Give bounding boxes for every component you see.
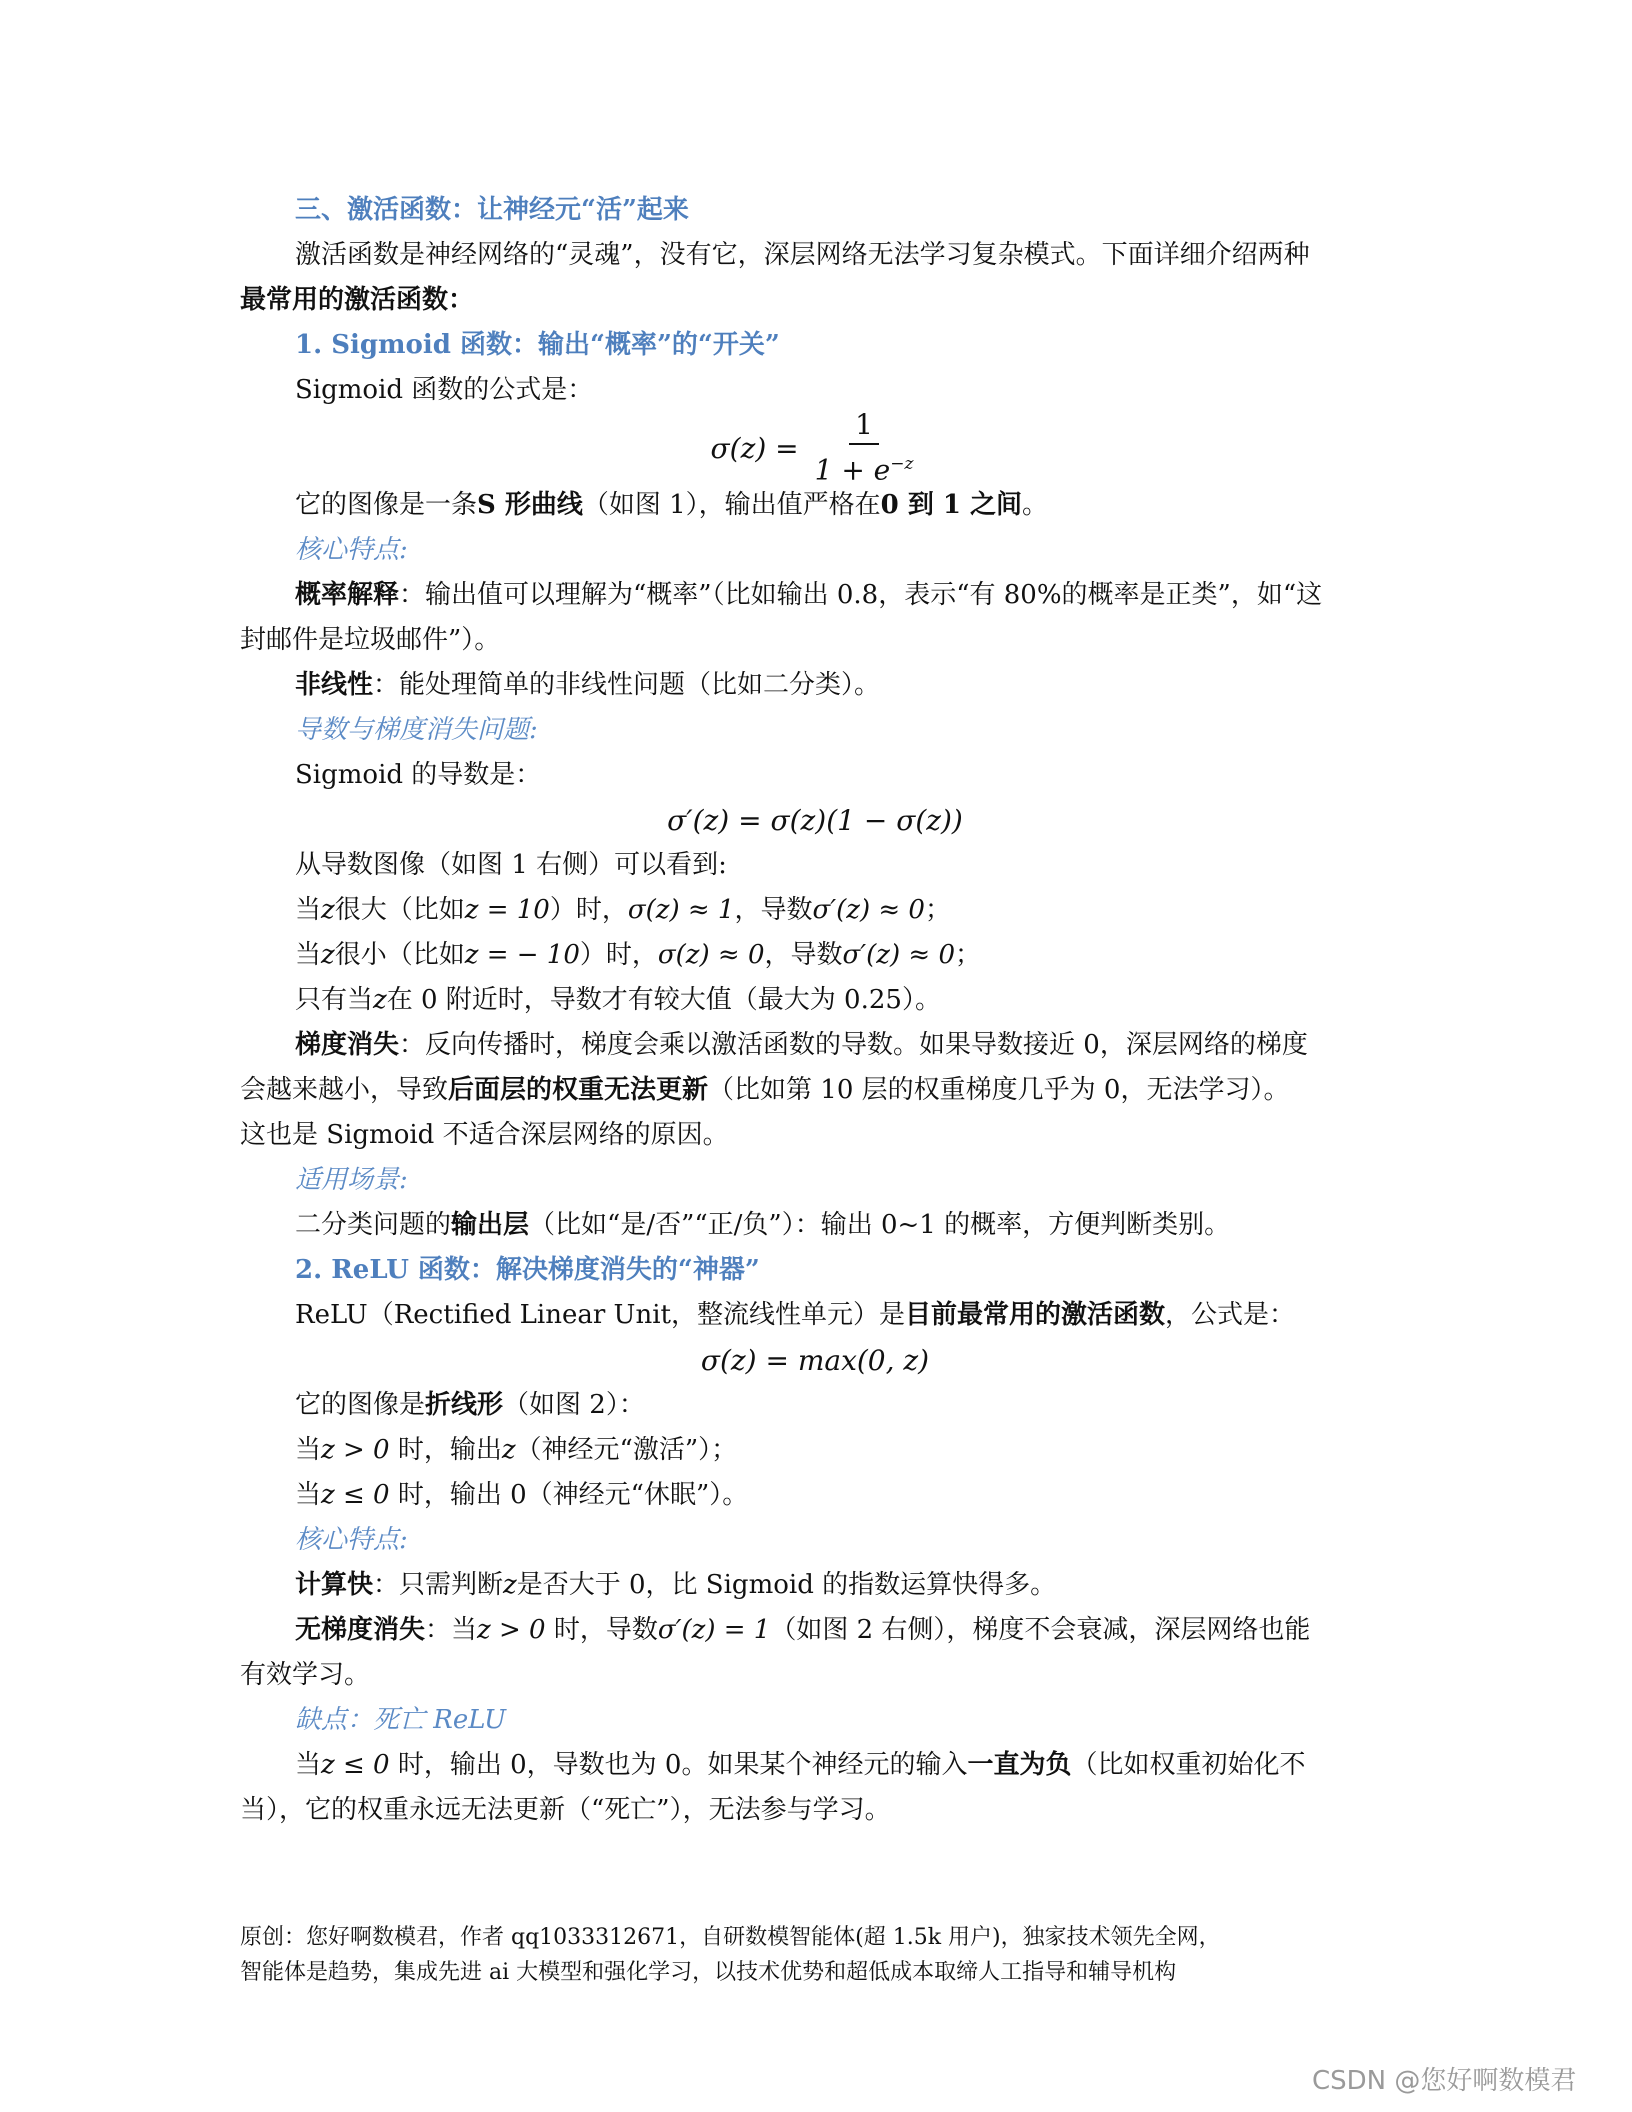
footer-line-1: 原创：您好啊数模君，作者 qq1033312671，自研数模智能体(超 1.5k 用户)，独家技术领先全网，: [240, 1925, 1221, 1950]
text: ：能处理简单的非线性问题（比如二分类）。: [373, 670, 881, 700]
text: ReLU（Rectified Linear Unit，整流线性单元）是: [295, 1300, 905, 1330]
text: ）时，: [549, 895, 628, 925]
sigmoid-prob-item: [240, 573, 1390, 618]
sigmoid-deriv-formula: σ′(z) = σ(z)(1 − σ(z)): [667, 804, 963, 837]
text: （神经元“激活”）；: [515, 1435, 738, 1465]
text: 时，导数: [545, 1615, 658, 1645]
text: 当: [295, 1750, 322, 1780]
relu-formula: σ(z) = max(0, z): [700, 1344, 930, 1377]
text: （如图 1），输出值严格在: [582, 490, 881, 520]
intro-line-2: 最常用的激活函数：: [240, 285, 475, 315]
text: 会越来越小，导致: [240, 1075, 449, 1105]
text: ，导数: [734, 895, 813, 925]
sigmoid-vanish-item: [240, 1023, 1390, 1068]
sigmoid-denominator-exp: −z: [890, 453, 914, 474]
text: ，导数: [764, 940, 843, 970]
sigmoid-vanish-item-cont: [240, 1068, 1390, 1113]
text: （比如“是/否”“正/负”）：输出 0~1 的概率，方便判断类别。: [529, 1210, 1231, 1240]
sigmoid-deriv-graph: 从导数图像（如图 1 右侧）可以看到:: [295, 850, 727, 880]
text: ：输出值可以理解为“概率”（比如输出 0.8，表示“有 80%的概率是正类”，如“这: [399, 580, 1323, 610]
relu-novanish-item: [240, 1608, 1390, 1653]
sigmoid-denominator: [809, 445, 920, 487]
sigmoid-heading: 1. Sigmoid 函数：输出“概率”的“开关”: [295, 330, 780, 360]
bold-text: 非线性: [295, 670, 374, 700]
sigmoid-case-zero: [240, 978, 1390, 1023]
text: 时，输出 0，导数也为 0。如果某个神经元的输入: [389, 1750, 968, 1780]
text: 很小（比如: [334, 940, 465, 970]
bold-text: 无梯度消失: [295, 1615, 426, 1645]
text: 时，输出: [389, 1435, 502, 1465]
text: ：当: [425, 1615, 478, 1645]
bold-text: 一直为负: [967, 1750, 1072, 1780]
math: z ≤ 0: [321, 1480, 390, 1510]
text: 它的图像是一条: [295, 490, 478, 520]
sigmoid-case-large: [240, 888, 1390, 933]
text: （如图 2 右侧），梯度不会衰减，深层网络也能: [770, 1615, 1311, 1645]
sigmoid-deriv-intro: Sigmoid 的导数是：: [295, 760, 542, 790]
relu-fast-item: [240, 1563, 1390, 1608]
text: 二分类问题的: [295, 1210, 452, 1240]
sigmoid-use-label: 适用场景:: [295, 1165, 408, 1195]
bold-text: 梯度消失: [295, 1030, 400, 1060]
text: 在 0 附近时，导数才有较大值（最大为 0.25）。: [386, 985, 941, 1015]
text: 很大（比如: [334, 895, 465, 925]
bold-text: 目前最常用的激活函数: [904, 1300, 1165, 1330]
math: z > 0: [321, 1435, 390, 1465]
math: z ≤ 0: [321, 1750, 390, 1780]
math: z: [501, 1435, 516, 1465]
math: σ(z) ≈ 0: [657, 940, 765, 970]
sigmoid-case-small: [240, 933, 1390, 978]
intro-line-1: 激活函数是神经网络的“灵魂”，没有它，深层网络无法学习复杂模式。下面详细介绍两种: [295, 240, 1310, 270]
math: σ′(z) = 1: [657, 1615, 771, 1645]
sigmoid-core-label: 核心特点:: [295, 535, 408, 565]
relu-case-positive: [240, 1428, 1390, 1473]
text: 当: [295, 940, 322, 970]
sigmoid-deriv-label: 导数与梯度消失问题:: [295, 715, 538, 745]
sigmoid-formula: [240, 407, 1390, 487]
math: σ′(z) ≈ 0: [842, 940, 956, 970]
sigmoid-formula-lhs: σ(z) =: [710, 431, 799, 465]
math: z: [321, 895, 335, 925]
math: σ′(z) ≈ 0: [812, 895, 925, 925]
math: z > 0: [477, 1615, 546, 1645]
intro-paragraph-cont: [240, 278, 1390, 323]
text: ：只需判断: [373, 1570, 504, 1600]
text: ；: [955, 940, 982, 970]
bold-text: 0 到 1 之间: [880, 490, 1023, 520]
math: z: [373, 985, 387, 1015]
text: ：反向传播时，梯度会乘以激活函数的导数。如果导数接近 0，深层网络的梯度: [399, 1030, 1308, 1060]
csdn-watermark: CSDN @您好啊数模君: [1312, 2066, 1577, 2096]
text: 。: [1022, 490, 1049, 520]
intro-paragraph: [240, 233, 1390, 278]
text: 时，输出 0（神经元“休眠”）。: [389, 1480, 749, 1510]
sigmoid-formula-intro: Sigmoid 函数的公式是：: [295, 375, 594, 405]
relu-dead-label: 缺点：死亡 ReLU: [295, 1705, 506, 1735]
relu-novanish-item-cont: 有效学习。: [240, 1660, 371, 1690]
footer-note: [240, 1920, 1221, 1990]
relu-dead-text: [240, 1743, 1390, 1788]
sigmoid-numerator: 1: [849, 409, 879, 445]
relu-dead-text-cont: 当），它的权重永远无法更新（“死亡”），无法参与学习。: [240, 1795, 891, 1825]
footer-line-2: 智能体是趋势，集成先进 ai 大模型和强化学习，以技术优势和超低成本取缔人工指导和辅导机构: [240, 1960, 1177, 1985]
bold-text: 概率解释: [295, 580, 400, 610]
relu-heading: 2. ReLU 函数：解决梯度消失的“神器”: [295, 1255, 760, 1285]
text: （比如第 10 层的权重梯度几乎为 0，无法学习）。: [708, 1075, 1290, 1105]
sigmoid-fraction: [809, 409, 920, 487]
text: （比如权重初始化不: [1071, 1750, 1306, 1780]
text: ，公式是：: [1165, 1300, 1296, 1330]
text: ；: [924, 895, 951, 925]
bold-text: 折线形: [425, 1390, 504, 1420]
math: z: [503, 1570, 517, 1600]
bold-text: 输出层: [451, 1210, 530, 1240]
sigmoid-denominator-base: 1 + e: [814, 453, 891, 487]
relu-core-label: 核心特点:: [295, 1525, 408, 1555]
text: 当: [295, 1480, 322, 1510]
sigmoid-vanish-item-cont2: 这也是 Sigmoid 不适合深层网络的原因。: [240, 1120, 729, 1150]
text: 是否大于 0，比 Sigmoid 的指数运算快得多。: [516, 1570, 1057, 1600]
relu-intro: [240, 1293, 1390, 1338]
sigmoid-nonlin-item: [240, 663, 1390, 708]
section-title: 三、激活函数：让神经元“活”起来: [295, 195, 689, 225]
sigmoid-prob-item-cont: 封邮件是垃圾邮件”）。: [240, 625, 501, 655]
text: 当: [295, 895, 322, 925]
document-body: [240, 188, 1390, 1833]
bold-text: 后面层的权重无法更新: [448, 1075, 709, 1105]
text: 只有当: [295, 985, 374, 1015]
relu-graph-desc: [240, 1383, 1390, 1428]
relu-case-negative: [240, 1473, 1390, 1518]
text: 当: [295, 1435, 322, 1465]
bold-text: S 形曲线: [477, 490, 583, 520]
math: z = 10: [464, 895, 550, 925]
text: ）时，: [579, 940, 658, 970]
math: z: [321, 940, 335, 970]
sigmoid-graph-desc: [240, 483, 1390, 528]
text: 它的图像是: [295, 1390, 426, 1420]
math: σ(z) ≈ 1: [627, 895, 735, 925]
math: z = − 10: [464, 940, 580, 970]
text: （如图 2）：: [503, 1390, 645, 1420]
sigmoid-use-text: [240, 1203, 1390, 1248]
bold-text: 计算快: [295, 1570, 374, 1600]
